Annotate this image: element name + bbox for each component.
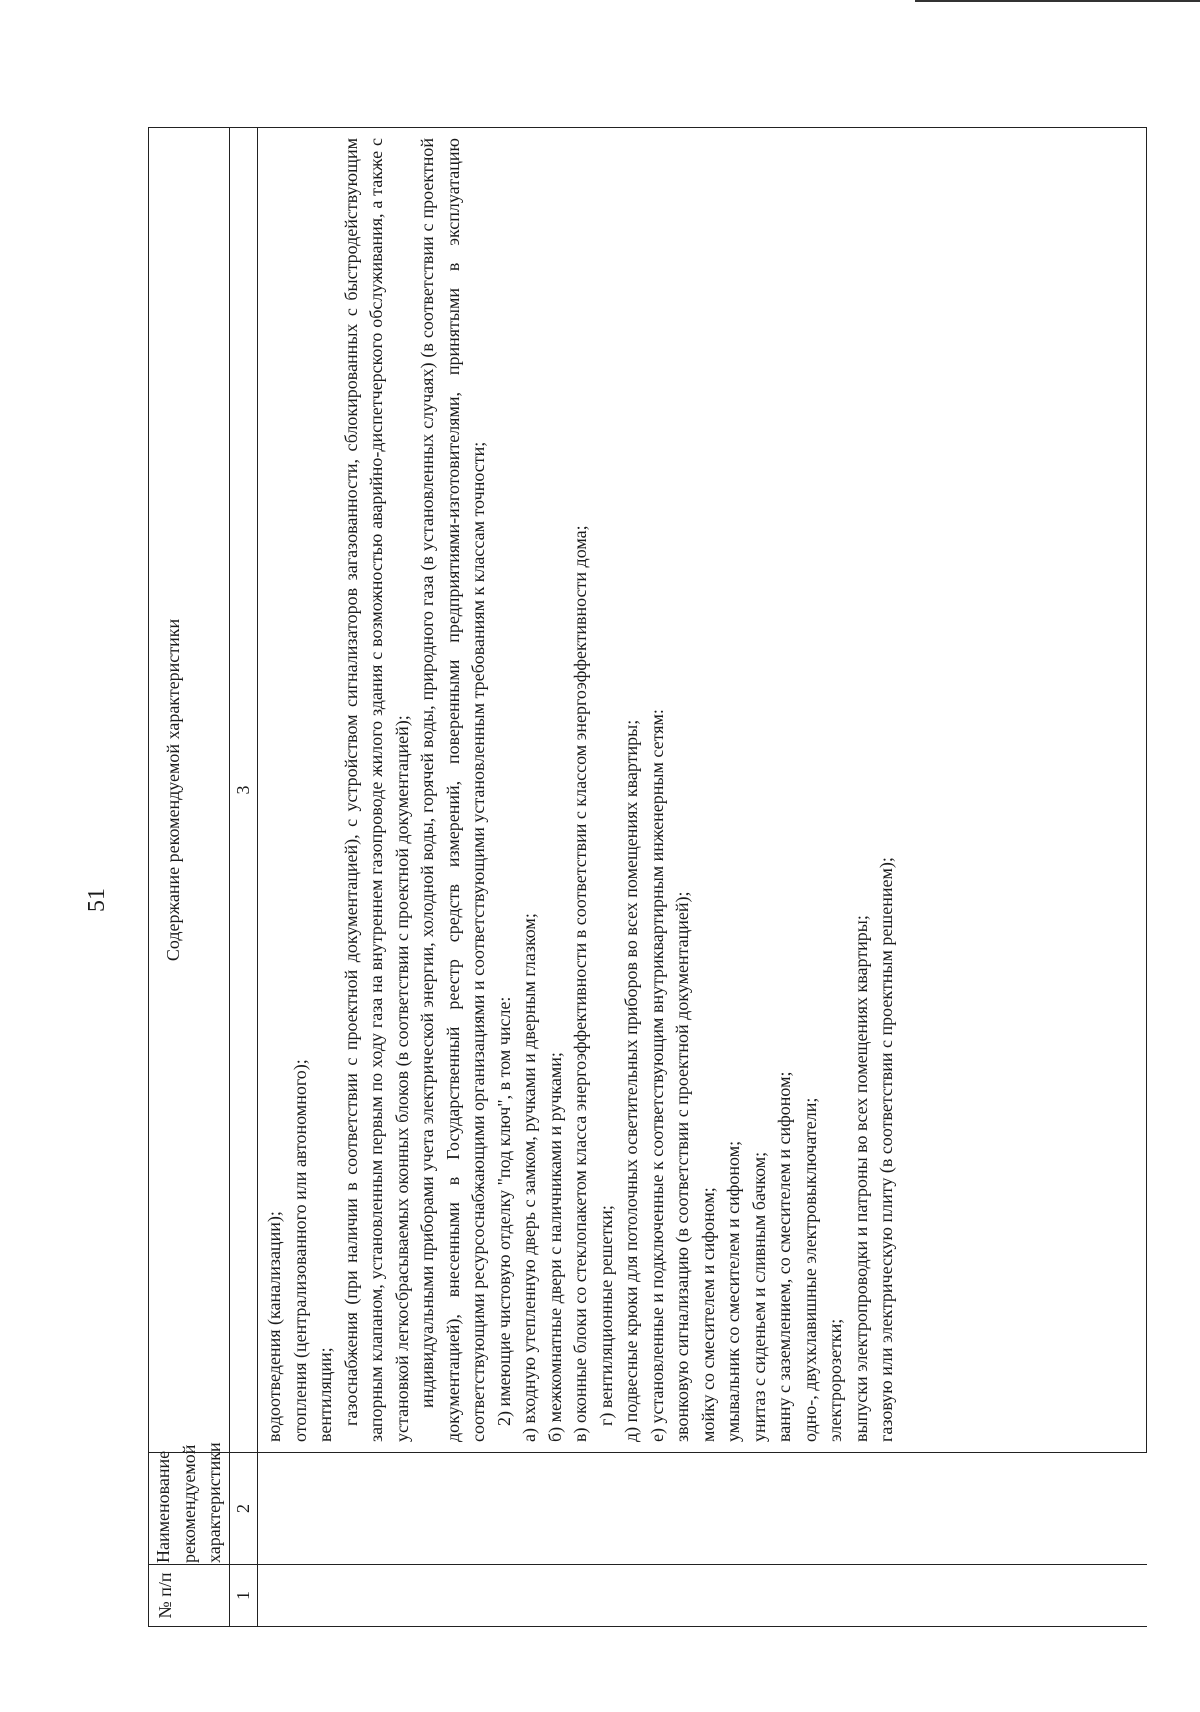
content-line: газоснабжения (при наличии в соответствии с проектной документацией), с устройством сигнализаторов загазованности, сблокированных с быстродействующим запорным клапаном, установленным первым по ходу газа на внутреннем газопроводе жилого здания с возможностью аварийно-диспетчерского обслуживания, а также с установкой легкосбрасываемых оконных блоков (в соответствии с проектной документацией); bbox=[340, 138, 412, 1442]
content-line: в) оконные блоки со стеклопакетом класса энергоэффективности в соответствии с классом энергоэффективности дома; bbox=[570, 525, 590, 1442]
empty-cell-name bbox=[258, 1453, 1147, 1565]
content-line: г) вентиляционные решетки; bbox=[595, 1205, 616, 1426]
content-line: а) входную утепленную дверь с замком, ручками и дверным глазком; bbox=[519, 913, 539, 1442]
content-cell bbox=[258, 128, 1147, 1453]
table-body-row bbox=[258, 128, 1147, 1627]
content-line: электророзетки; bbox=[825, 1318, 845, 1442]
header-name: Наименование рекомендуемой характеристики bbox=[149, 1453, 230, 1565]
content-line: выпуски электропроводки и патроны во всех помещениях квартиры; bbox=[850, 915, 871, 1442]
content-line: 2) имеющие чистовую отделку "под ключ", в том числе: bbox=[493, 996, 514, 1426]
content-line: е) установленные и подключенные к соответствующим внутриквартирным инженерным сетям: bbox=[646, 709, 667, 1442]
column-number-3: 3 bbox=[229, 128, 258, 1453]
empty-cell-number bbox=[258, 1565, 1147, 1627]
content-line: умывальник со смесителем и сифоном; bbox=[723, 1140, 743, 1442]
content-line: отопления (централизованного или автономного); bbox=[289, 1059, 310, 1442]
characteristics-table bbox=[148, 127, 1147, 1627]
column-number-1: 1 bbox=[229, 1565, 258, 1627]
column-number-row bbox=[229, 128, 258, 1627]
content-line: б) межкомнатные двери с наличниками и ручками; bbox=[544, 1052, 565, 1442]
content-line: мойку со смесителем и сифоном; bbox=[697, 1187, 718, 1442]
column-number-2: 2 bbox=[229, 1453, 258, 1565]
rotated-page bbox=[0, 72, 1120, 1712]
content-line: унитаз с сиденьем и сливным бачком; bbox=[748, 1151, 769, 1442]
scan-edge-line bbox=[915, 0, 1200, 2]
content-line: водоотведения (канализации); bbox=[264, 1211, 284, 1442]
content-line: газовую или электрическую плиту (в соответствии с проектным решением); bbox=[876, 857, 896, 1442]
content-line: вентиляции; bbox=[315, 1347, 335, 1442]
header-content: Содержание рекомендуемой характеристики bbox=[149, 128, 230, 1453]
header-number: № п/п bbox=[149, 1565, 230, 1627]
content-line: звонковую сигнализацию (в соответствии с проектной документацией); bbox=[672, 891, 692, 1442]
table-header-row bbox=[149, 128, 230, 1627]
page-number: 51 bbox=[84, 888, 110, 912]
content-line: д) подвесные крюки для потолочных осветительных приборов во всех помещениях квартиры; bbox=[621, 719, 641, 1442]
content-line: ванну с заземлением, со смесителем и сифоном; bbox=[774, 1071, 794, 1442]
content-line: индивидуальными приборами учета электрической энергии, холодной воды, горячей воды, природного газа (в установленных случаях) (в соответствии с проектной документацией), внесенными в Государственный реестр средств измерений, поверенными предприятиями-изготовителями, принятыми в эксплуатацию соответствующими ресурсоснабжающими организациями и соответствующими установленным требованиям к классам точности; bbox=[417, 138, 488, 1442]
content-line: одно-, двухклавишные электровыключатели; bbox=[799, 1097, 820, 1442]
